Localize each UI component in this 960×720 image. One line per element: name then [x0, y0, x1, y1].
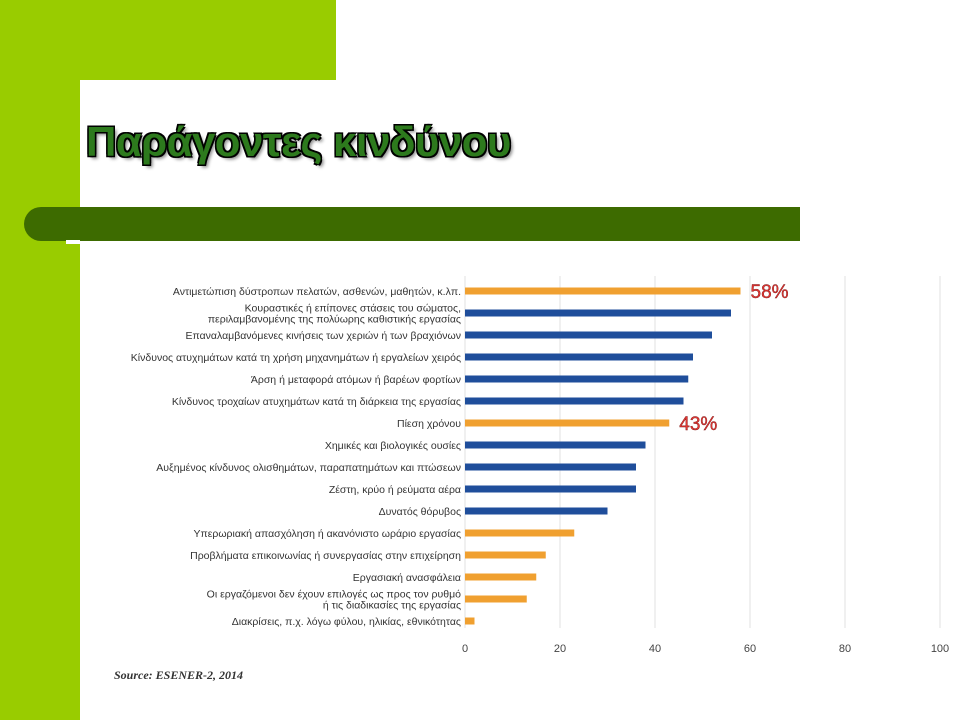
- source-note: Source: ESENER-2, 2014: [114, 668, 244, 682]
- slide-title: Παράγοντες κινδύνου: [86, 118, 511, 165]
- bar: [465, 552, 546, 559]
- category-label: Δυνατός θόρυβος: [378, 506, 461, 518]
- bar: [465, 398, 684, 405]
- category-label: Άρση ή μεταφορά ατόμων ή βαρέων φορτίων: [250, 374, 461, 386]
- bar: [465, 332, 712, 339]
- bar: [465, 442, 646, 449]
- category-label: Ζέστη, κρύο ή ρεύματα αέρα: [328, 484, 461, 496]
- bar: [465, 310, 731, 317]
- bar: [465, 288, 741, 295]
- category-label: Πίεση χρόνου: [397, 418, 461, 430]
- category-label: Υπερωριακή απασχόληση ή ακανόνιστο ωράριο εργασίας: [193, 528, 461, 540]
- bar: [465, 574, 536, 581]
- bar: [465, 354, 693, 361]
- category-label: περιλαμβανομένης της πολύωρης καθιστικής εργασίας: [207, 313, 461, 326]
- x-tick-label: 0: [461, 643, 469, 655]
- callout-percent: 58%: [750, 282, 789, 303]
- x-tick-label: 20: [553, 643, 567, 655]
- category-label: Εργασιακή ανασφάλεια: [352, 572, 461, 584]
- category-label: Αντιμετώπιση δύστροπων πελατών, ασθενών, μαθητών, κ.λπ.: [172, 286, 461, 298]
- x-tick-label: 100: [930, 643, 950, 655]
- bar: [465, 376, 688, 383]
- bar: [465, 508, 608, 515]
- category-label: Χημικές και βιολογικές ουσίες: [324, 440, 461, 452]
- category-label: Αυξημένος κίνδυνος ολισθημάτων, παραπατημάτων και πτώσεων: [156, 462, 461, 474]
- x-tick-label: 60: [743, 643, 757, 655]
- category-label: Οι εργαζόμενοι δεν έχουν επιλογές ως προς τον ρυθμό: [206, 588, 461, 601]
- x-tick-label: 80: [838, 643, 852, 655]
- bar: [465, 464, 636, 471]
- category-label: Επαναλαμβανόμενες κινήσεις των χεριών ή των βραχιόνων: [185, 330, 461, 342]
- category-label: Κίνδυνος ατυχημάτων κατά τη χρήση μηχανημάτων ή εργαλείων χειρός: [130, 352, 461, 364]
- category-label: Προβλήματα επικοινωνίας ή συνεργασίας στην επιχείρηση: [190, 550, 461, 562]
- category-label: Κουραστικές ή επίπονες στάσεις του σώματος,: [244, 302, 461, 315]
- category-label: Κίνδυνος τροχαίων ατυχημάτων κατά τη διάρκεια της εργασίας: [171, 396, 461, 408]
- bar: [465, 486, 636, 493]
- x-tick-label: 40: [648, 643, 662, 655]
- bar: [465, 530, 574, 537]
- callout-percent: 43%: [679, 414, 718, 435]
- bar: [465, 420, 669, 427]
- bar: [465, 618, 475, 625]
- category-label: Διακρίσεις, π.χ. λόγω φύλου, ηλικίας, εθνικότητας: [231, 616, 461, 628]
- bar: [465, 596, 527, 603]
- category-label: ή τις διαδικασίες της εργασίας: [322, 599, 461, 612]
